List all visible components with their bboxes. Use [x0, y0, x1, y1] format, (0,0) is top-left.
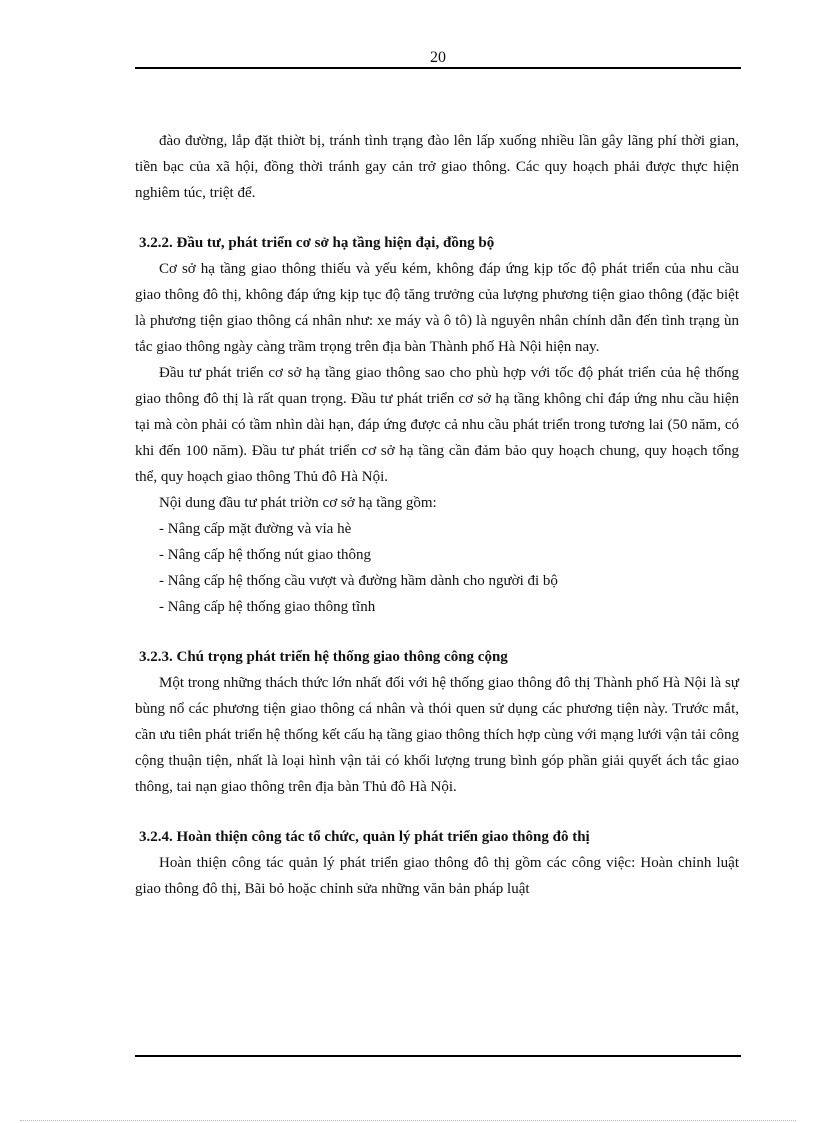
list-item: - Nâng cấp mặt đường và vỉa hè	[159, 521, 352, 537]
page-number: 20	[430, 49, 446, 66]
header-rule	[135, 67, 741, 69]
section-3-2-3-paragraph: Một trong những thách thức lớn nhất đối với hệ thống giao thông đô thị Thành phố Hà Nội là sự bùng nổ các phương tiện giao thông cá nhân và thói quen sử dụng các phương tiện này. Trước mắt, cần ưu tiên phát triển hệ thống kết cấu hạ tầng giao thông thích hợp cùng với mạng lưới vận tải công cộng thuận tiện, nhất là loại hình vận tải có khối lượng trung bình góp phần giải quyết ách tắc giao thông, tai nạn giao thông trên địa bàn Thủ đô Hà Nội.	[135, 675, 739, 795]
page-edge-dotted-line	[20, 1120, 796, 1121]
footer-rule	[135, 1055, 741, 1057]
document-body	[135, 128, 739, 902]
section-3-2-2-paragraph-2: Đầu tư phát triển cơ sở hạ tầng giao thông sao cho phù hợp với tốc độ phát triển của hệ thống giao thông đô thị là rất quan trọng. Đầu tư phát triển cơ sở hạ tầng không chỉ đáp ứng nhu cầu hiện tại mà còn phải có tầm nhìn dài hạn, đáp ứng được cả nhu cầu phát triển trong tương lai (50 năm, có khi đến 100 năm). Đầu tư phát triển cơ sở hạ tầng cần đảm bảo quy hoạch chung, quy hoạch tổng thể, quy hoạch giao thông Thủ đô Hà Nội.	[135, 365, 739, 485]
section-3-2-2-paragraph-3: Nội dung đầu tư phát triờn cơ sở hạ tầng gồm:	[159, 495, 437, 511]
list-item: - Nâng cấp hệ thống cầu vượt và đường hầm dành cho người đi bộ	[159, 573, 558, 589]
list-item: - Nâng cấp hệ thống giao thông tĩnh	[159, 599, 376, 615]
section-3-2-4-heading: 3.2.4. Hoàn thiện công tác tổ chức, quản lý phát triển giao thông đô thị	[139, 829, 590, 845]
section-3-2-4-paragraph: Hoàn thiện công tác quản lý phát triển giao thông đô thị gồm các công việc: Hoàn chỉnh luật giao thông đô thị, Bãi bỏ hoặc chỉnh sửa những văn bản pháp luật	[135, 855, 739, 897]
list-item: - Nâng cấp hệ thống nút giao thông	[159, 547, 372, 563]
section-3-2-3-heading: 3.2.3. Chú trọng phát triển hệ thống giao thông công cộng	[139, 649, 508, 665]
section-3-2-2-heading: 3.2.2. Đầu tư, phát triển cơ sở hạ tầng hiện đại, đồng bộ	[139, 235, 495, 251]
intro-paragraph: đào đường, lắp đặt thiờt bị, tránh tình trạng đào lên lấp xuống nhiều lần gây lãng phí thời gian, tiền bạc của xã hội, đồng thời tránh gay cản trở giao thông. Các quy hoạch phải được thực hiện nghiêm túc, triệt để.	[135, 133, 739, 201]
section-3-2-2-paragraph-1: Cơ sở hạ tầng giao thông thiếu và yếu kém, không đáp ứng kịp tốc độ phát triển của nhu cầu giao thông đô thị, không đáp ứng kịp tục độ tăng trưởng của lượng phương tiện giao thông (đặc biệt là phương tiện giao thông cá nhân như: xe máy và ô tô) là nguyên nhân chính dẫn đến tình trạng ùn tắc giao thông ngày càng trầm trọng trên địa bàn Thành phố Hà Nội hiện nay.	[135, 261, 739, 355]
